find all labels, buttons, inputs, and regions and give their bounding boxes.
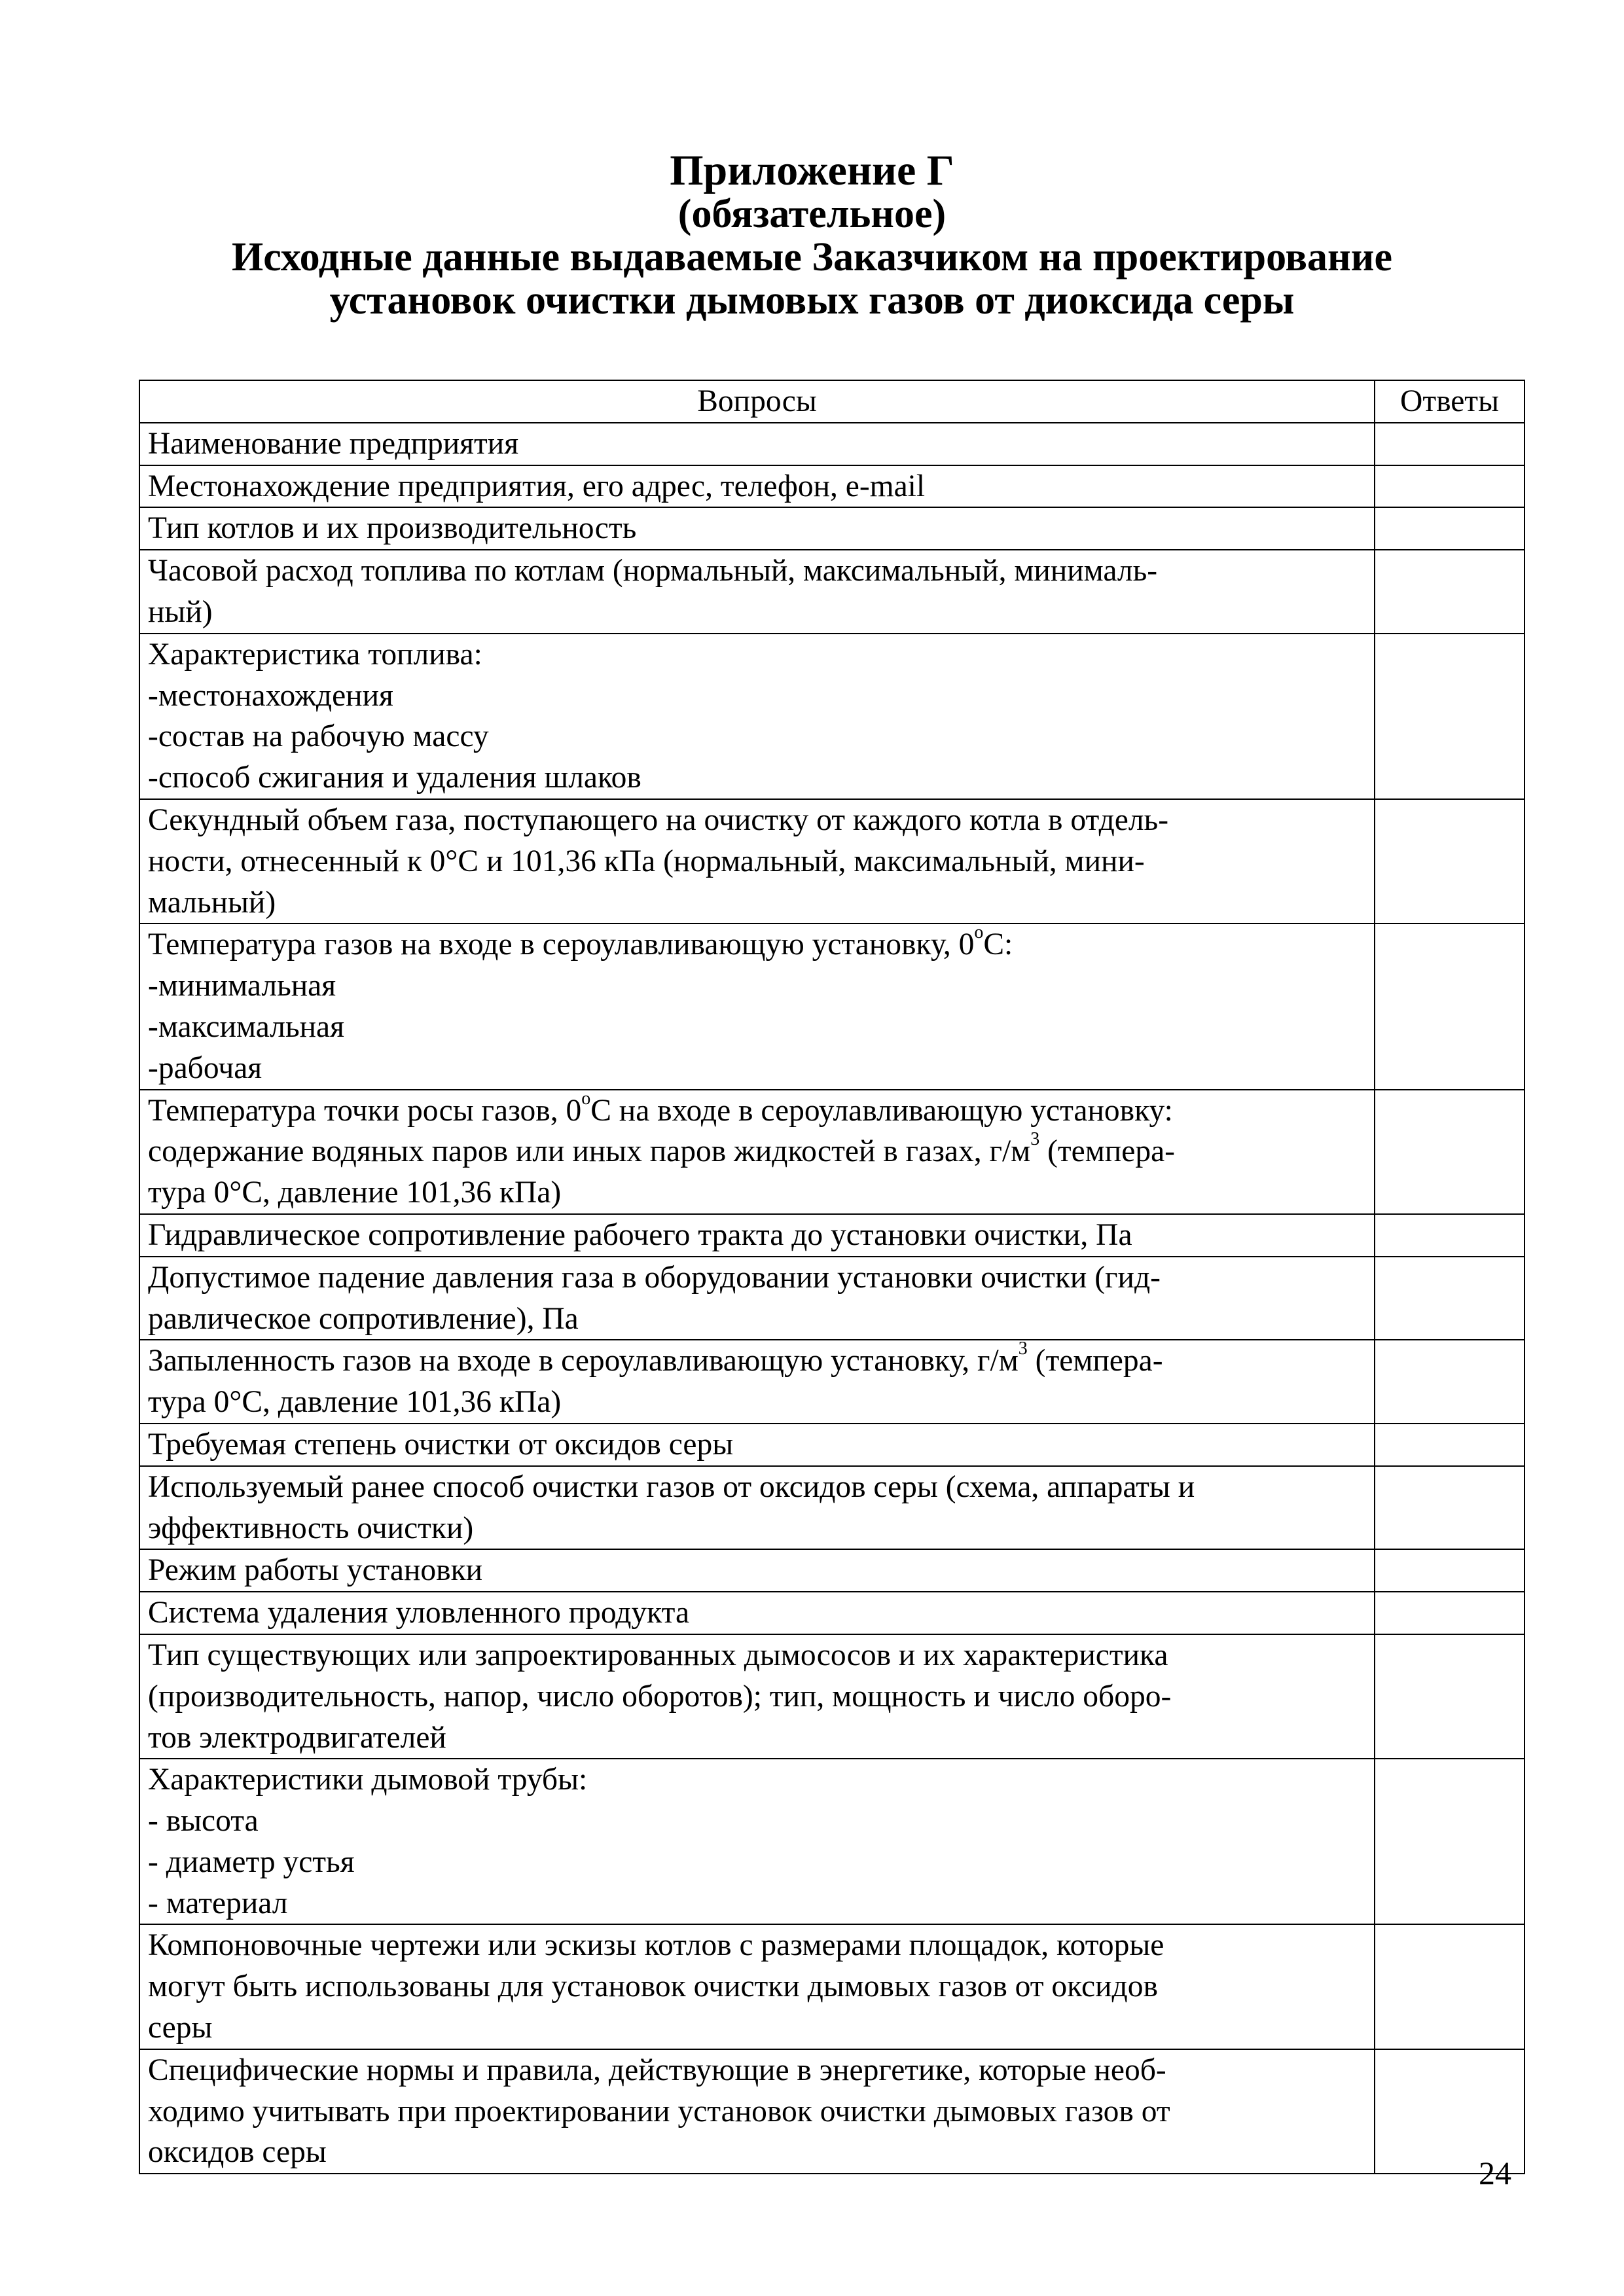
answer-cell <box>1375 1257 1525 1340</box>
table-row <box>139 507 1525 550</box>
table-row <box>139 423 1525 465</box>
answer-cell <box>1375 507 1525 550</box>
appendix-header <box>0 149 1624 322</box>
column-header-answers: Ответы <box>1375 380 1525 423</box>
appendix-status: (обязательное) <box>677 192 947 236</box>
question-cell: Секундный объем газа, поступающего на очистку от каждого котла в отдель- ности, отнесенный к 0°С и 101,36 кПа (нормальный, максимальный, мини- мальный) <box>139 799 1375 924</box>
question-text: (темпера- тура 0°С, давление 101,36 кПа) <box>148 1344 1163 1420</box>
answer-cell <box>1375 1424 1525 1466</box>
question-text: Запыленность газов на входе в сероулавливающую установку, г/м <box>148 1344 1019 1378</box>
table-header-row <box>139 380 1525 423</box>
question-cell: Гидравлическое сопротивление рабочего тракта до установки очистки, Па <box>139 1214 1375 1257</box>
answer-cell <box>1375 1340 1525 1424</box>
answer-cell <box>1375 1592 1525 1634</box>
question-cell: Тип котлов и их производительность <box>139 507 1375 550</box>
table-row <box>139 1634 1525 1759</box>
table-row <box>139 1759 1525 1924</box>
question-cell <box>139 1340 1375 1424</box>
question-cell: Система удаления уловленного продукта <box>139 1592 1375 1634</box>
degree-superscript: о <box>581 1088 591 1109</box>
table-row <box>139 1592 1525 1634</box>
answer-cell <box>1375 1090 1525 1214</box>
table-row <box>139 1424 1525 1466</box>
appendix-subtitle-line-2: установок очистки дымовых газов от диоксида серы <box>329 278 1295 323</box>
answer-cell <box>1375 1466 1525 1550</box>
table-row <box>139 1090 1525 1214</box>
answer-cell <box>1375 1214 1525 1257</box>
question-text: С: -минимальная -максимальная -рабочая <box>148 927 1013 1085</box>
question-cell: Допустимое падение давления газа в оборудовании установки очистки (гид- равлическое сопротивление), Па <box>139 1257 1375 1340</box>
answer-cell <box>1375 465 1525 508</box>
question-cell: Специфические нормы и правила, действующие в энергетике, которые необ- ходимо учитывать при проектировании установок очистки дымовых газов от оксидов серы <box>139 2049 1375 2174</box>
question-cell <box>139 1090 1375 1214</box>
question-cell: Местонахождение предприятия, его адрес, телефон, e-mail <box>139 465 1375 508</box>
question-cell: Тип существующих или запроектированных дымососов и их характеристика (производительность, напор, число оборотов); тип, мощность и число оборо- тов электродвигателей <box>139 1634 1375 1759</box>
question-cell: Наименование предприятия <box>139 423 1375 465</box>
answer-cell <box>1375 924 1525 1089</box>
questionnaire-table <box>139 380 1525 2174</box>
answer-cell <box>1375 423 1525 465</box>
column-header-questions: Вопросы <box>139 380 1375 423</box>
table-row <box>139 2049 1525 2174</box>
table-row <box>139 799 1525 924</box>
questionnaire-table-container <box>139 380 1524 2174</box>
cubic-superscript: 3 <box>1018 1338 1028 1359</box>
answer-cell <box>1375 550 1525 634</box>
question-text: С на входе в сероулавливающую установку: содержание водяных паров или иных паров жидкостей в газах, г/м <box>148 1093 1173 1169</box>
question-cell: Компоновочные чертежи или эскизы котлов с размерами площадок, которые могут быть использованы для установок очистки дымовых газов от оксидов серы <box>139 1924 1375 2049</box>
table-row <box>139 1340 1525 1424</box>
page-number: 24 <box>1479 2155 1511 2191</box>
table-row <box>139 634 1525 799</box>
question-cell <box>139 924 1375 1089</box>
question-cell: Характеристики дымовой трубы: - высота - диаметр устья - материал <box>139 1759 1375 1924</box>
table-row <box>139 465 1525 508</box>
table-row <box>139 550 1525 634</box>
question-text: (темпера- тура 0°С, давление 101,36 кПа) <box>148 1134 1175 1210</box>
answer-cell <box>1375 1759 1525 1924</box>
question-cell: Требуемая степень очистки от оксидов серы <box>139 1424 1375 1466</box>
answer-cell <box>1375 799 1525 924</box>
table-row <box>139 1466 1525 1550</box>
table-row <box>139 1924 1525 2049</box>
degree-superscript: о <box>974 922 984 943</box>
answer-cell <box>1375 634 1525 799</box>
appendix-subtitle-line-1: Исходные данные выдаваемые Заказчиком на проектирование <box>232 235 1392 279</box>
appendix-title: Приложение Г <box>670 147 954 194</box>
question-cell: Используемый ранее способ очистки газов от оксидов серы (схема, аппараты и эффективность очистки) <box>139 1466 1375 1550</box>
question-cell: Часовой расход топлива по котлам (нормальный, максимальный, минималь- ный) <box>139 550 1375 634</box>
question-cell: Характеристика топлива: -местонахождения -состав на рабочую массу -способ сжигания и удаления шлаков <box>139 634 1375 799</box>
cubic-superscript: 3 <box>1030 1129 1040 1150</box>
table-row <box>139 1549 1525 1592</box>
question-text: Температура газов на входе в сероулавливающую установку, 0 <box>148 927 975 962</box>
table-row <box>139 1214 1525 1257</box>
question-text: Температура точки росы газов, 0 <box>148 1093 582 1128</box>
answer-cell <box>1375 1924 1525 2049</box>
table-row <box>139 924 1525 1089</box>
answer-cell <box>1375 1549 1525 1592</box>
table-row <box>139 1257 1525 1340</box>
answer-cell <box>1375 1634 1525 1759</box>
question-cell: Режим работы установки <box>139 1549 1375 1592</box>
